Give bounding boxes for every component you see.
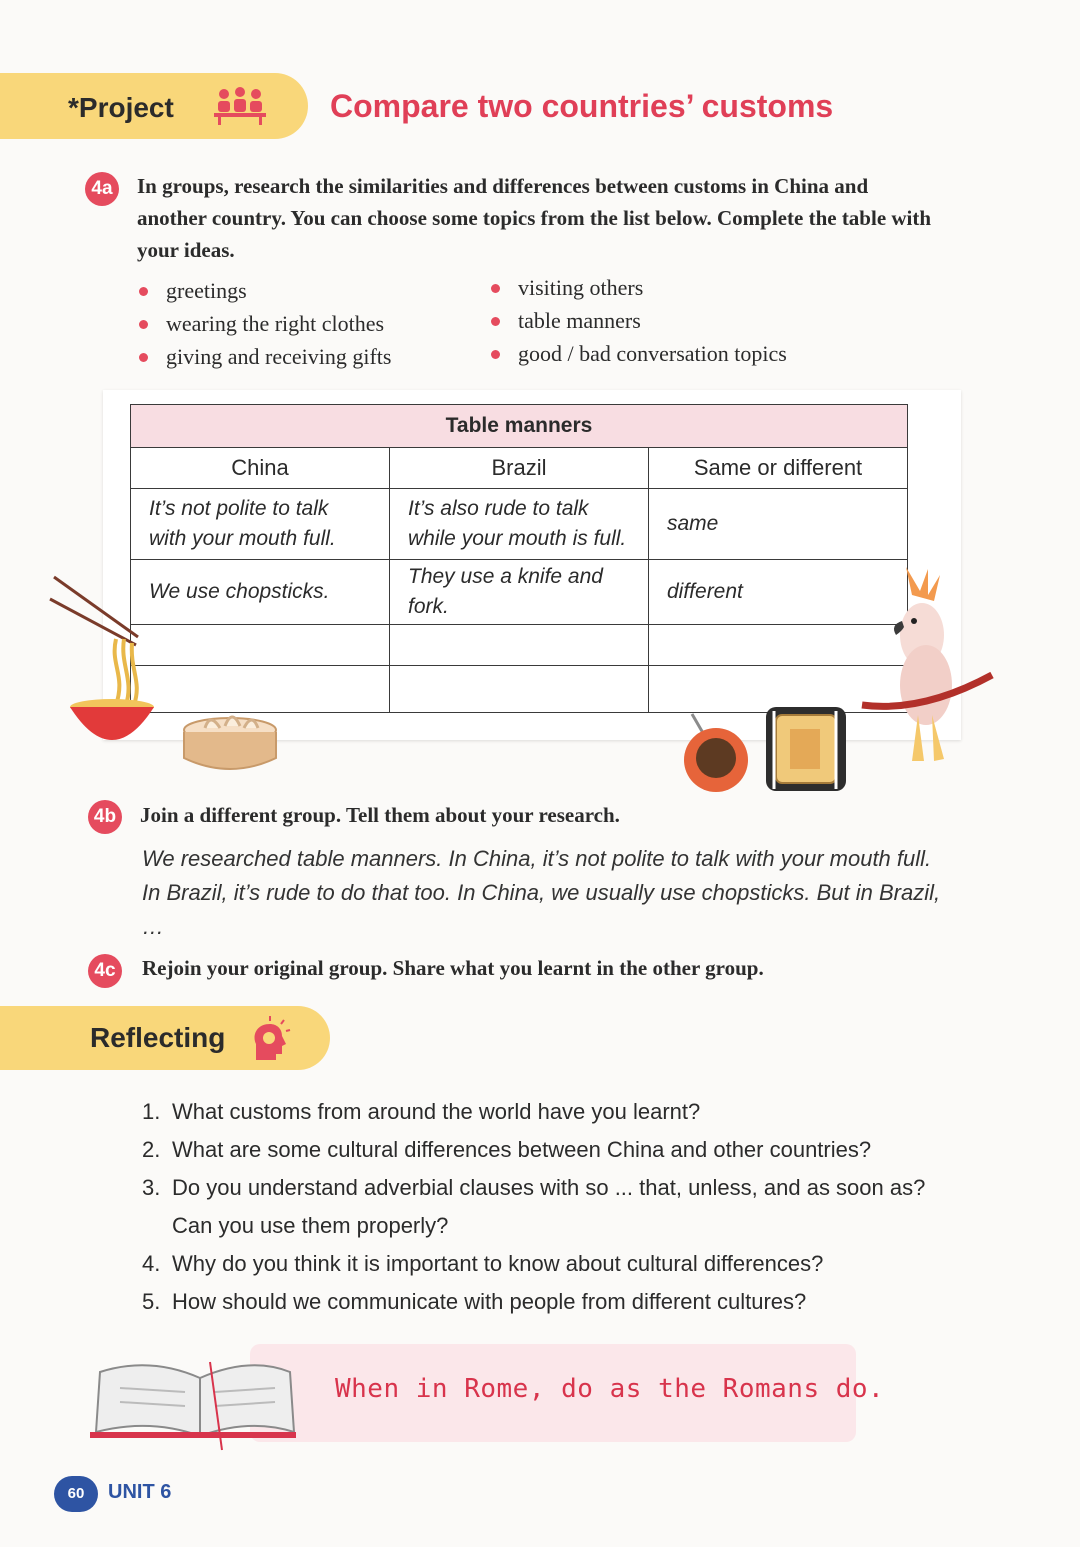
dumpling-steamer-icon (180, 700, 280, 775)
list-item (142, 1169, 932, 1245)
unit-label: UNIT 6 (108, 1481, 172, 1503)
page-number-badge: 60 (54, 1476, 98, 1512)
sauce-bowl-icon (680, 712, 755, 792)
table-row (131, 560, 908, 625)
comparison-table (130, 404, 908, 713)
column-header-same-or-different: Same or different (649, 448, 908, 489)
list-item (142, 1283, 932, 1321)
open-book-icon (90, 1352, 300, 1452)
table-cell-empty[interactable] (390, 625, 649, 666)
task-badge-4c: 4c (88, 954, 122, 988)
table-cell-empty[interactable] (131, 625, 390, 666)
lightbulb-head-icon (250, 1016, 292, 1062)
task-badge-4b: 4b (88, 800, 122, 834)
question-number: 5. (142, 1289, 161, 1314)
task-badge-4a: 4a (85, 172, 119, 206)
list-item: table manners (489, 304, 787, 337)
table-cell: It’s also rude to talk while your mouth is full. (390, 489, 649, 560)
table-cell: They use a knife and fork. (390, 560, 649, 625)
question-text: Why do you think it is important to know about cultural differences? (172, 1251, 824, 1276)
task-4b-example: We researched table manners. In China, it’s not polite to talk with your mouth full. In Brazil, it’s rude to do that too. In China, we usually use chopsticks. But in Brazil, … (142, 846, 941, 939)
question-text: Do you understand adverbial clauses with so ... that, unless, and as soon as? Can you use them properly? (172, 1175, 926, 1238)
table-cell-empty[interactable] (390, 666, 649, 713)
list-item: wearing the right clothes (137, 307, 391, 340)
question-number: 3. (142, 1175, 161, 1200)
table-row (131, 625, 908, 666)
list-item: greetings (137, 274, 391, 307)
question-text: What are some cultural differences between China and other countries? (172, 1137, 872, 1162)
list-item (142, 1131, 932, 1169)
task-4c-instruction: Rejoin your original group. Share what you learnt in the other group. (142, 956, 764, 980)
table-cell: It’s not polite to talk with your mouth full. (131, 489, 390, 560)
column-header-china: China (131, 448, 390, 489)
reflecting-label: Reflecting (90, 1022, 226, 1053)
list-item: visiting others (489, 271, 787, 304)
table-row (131, 489, 908, 560)
project-label: *Project (68, 92, 174, 123)
question-number: 1. (142, 1099, 161, 1124)
question-text: How should we communicate with people from different cultures? (172, 1289, 807, 1314)
table-cell: same (649, 489, 908, 560)
page-title: Compare two countries’ customs (330, 88, 834, 124)
question-number: 4. (142, 1251, 161, 1276)
table-title: Table manners (131, 405, 908, 448)
group-people-icon (212, 86, 268, 126)
task-4b-instruction: Join a different group. Tell them about your research. (140, 803, 620, 827)
list-item (142, 1093, 932, 1131)
list-item (142, 1245, 932, 1283)
noodle-bowl-icon (46, 575, 156, 755)
task-4a-instruction: In groups, research the similarities and differences between customs in China and another country. You can choose some topics from the list below. Complete the table with your ideas. (137, 174, 932, 262)
proverb-text: When in Rome, do as the Romans do. (335, 1374, 885, 1404)
question-number: 2. (142, 1137, 161, 1162)
reflecting-questions (142, 1093, 932, 1321)
cockatoo-icon (862, 565, 997, 765)
topic-list-left (137, 274, 391, 373)
column-header-brazil: Brazil (390, 448, 649, 489)
table-cell: We use chopsticks. (131, 560, 390, 625)
list-item: giving and receiving gifts (137, 340, 391, 373)
question-text: What customs from around the world have you learnt? (172, 1099, 701, 1124)
table-cell: different (649, 560, 908, 625)
topic-list-right (489, 271, 787, 370)
knife-fork-plate-icon (764, 705, 848, 793)
list-item: good / bad conversation topics (489, 337, 787, 370)
